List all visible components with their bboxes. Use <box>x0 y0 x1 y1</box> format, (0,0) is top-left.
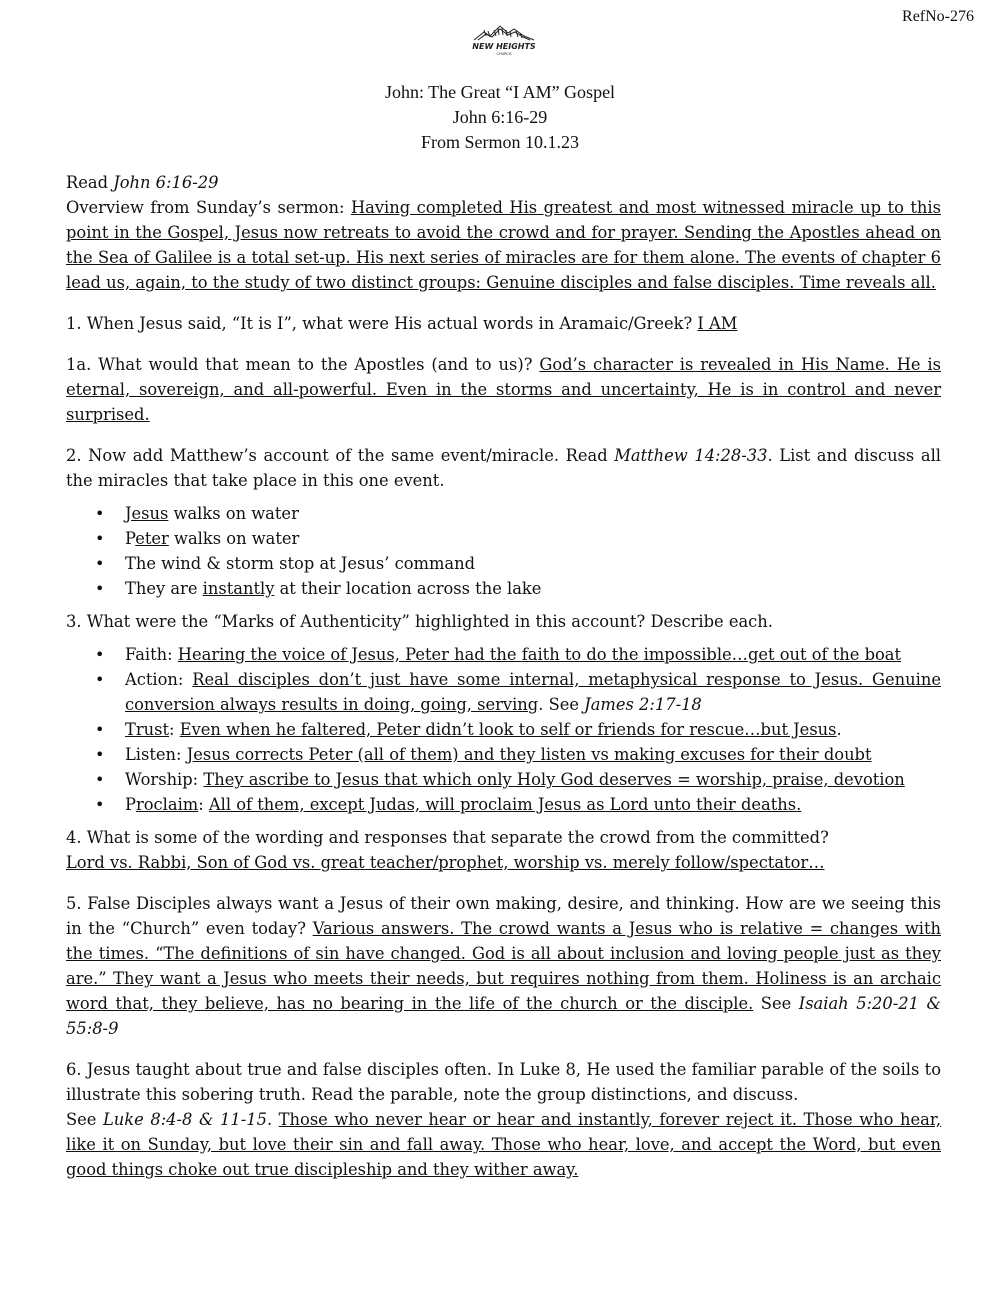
question-5: 5. False Disciples always want a Jesus of their own making, desire, and thinking. How are we seeing this in the “Church” even today? Various answers. The crowd wants a Jesus who is relative = changes with the times. “The definitions of sin have changed. God is all about inclusion and loving people just as they are.” They want a Jesus who meets their needs, but requires nothing from them. Holiness is an archaic word that, they believe, has no bearing in the life of the church or the disciple. See Isaiah 5:20-21 & 55:8-9 <box>66 894 941 1038</box>
logo-subtext: CHURCH <box>496 52 512 56</box>
list-item: • Listen: Jesus corrects Peter (all of them) and they listen vs making excuses for their doubt <box>125 742 941 767</box>
document-title <box>0 80 1000 155</box>
study-guide-body <box>66 170 941 1182</box>
list-item: • Faith: Hearing the voice of Jesus, Peter had the faith to do the impossible…get out of the boat <box>125 642 941 667</box>
reference-number: RefNo-276 <box>902 8 974 25</box>
question-3: 3. What were the “Marks of Authenticity” highlighted in this account? Describe each. <box>66 612 773 631</box>
church-logo <box>468 22 540 56</box>
answer-1a: God’s character is revealed in His Name. He is eternal, sovereign, and all-powerful. Even in the storms and uncertainty, He is in control and never surprised. <box>66 355 941 424</box>
question-1: 1. When Jesus said, “It is I”, what were His actual words in Aramaic/Greek? I AM <box>66 314 738 333</box>
list-item: • Proclaim: All of them, except Judas, will proclaim Jesus as Lord unto their deaths. <box>125 792 941 817</box>
authenticity-list <box>66 642 941 817</box>
answer-4: Lord vs. Rabbi, Son of God vs. great teacher/prophet, worship vs. merely follow/spectator… <box>66 853 825 872</box>
scripture-reference: John 6:16-29 <box>113 173 219 192</box>
overview-answer: Having completed His greatest and most witnessed miracle up to this point in the Gospel, Jesus now retreats to avoid the crowd and for prayer. Sending the Apostles ahead on the Sea of Galilee is a total set-up. His next series of miracles are for them alone. The events of chapter 6 lead us, again, to the study of two distinct groups: Genuine disciples and false disciples. Time reveals all. <box>66 198 941 292</box>
question-6: 6. Jesus taught about true and false disciples often. In Luke 8, He used the familiar parable of the soils to illustrate this sobering truth. Read the parable, note the group distinctions, and discuss. <box>66 1060 941 1104</box>
logo-text: NEW HEIGHTS <box>472 42 536 51</box>
list-item: • Trust: Even when he faltered, Peter didn’t look to self or friends for rescue…but Jesus. <box>125 717 941 742</box>
list-item: • The wind & storm stop at Jesus’ command <box>125 551 941 576</box>
list-item: • Worship: They ascribe to Jesus that which only Holy God deserves = worship, praise, devotion <box>125 767 941 792</box>
overview-paragraph: Overview from Sunday’s sermon: Having completed His greatest and most witnessed miracle up to this point in the Gospel, Jesus now retreats to avoid the crowd and for prayer. Sending the Apostles ahead on the Sea of Galilee is a total set-up. His next series of miracles are for them alone. The events of chapter 6 lead us, again, to the study of two distinct groups: Genuine disciples and false disciples. Time reveals all. <box>66 198 941 292</box>
title-line-3: From Sermon 10.1.23 <box>420 132 579 152</box>
question-1a: 1a. What would that mean to the Apostles (and to us)? God’s character is revealed in His Name. He is eternal, sovereign, and all-powerful. Even in the storms and uncertainty, He is in control and never surprised. <box>66 355 941 424</box>
list-item: • Peter walks on water <box>125 526 941 551</box>
list-item: • Action: Real disciples don’t just have some internal, metaphysical response to Jesus. Genuine conversion always results in doing, going, serving. See James 2:17-18 <box>125 667 941 717</box>
question-4: 4. What is some of the wording and responses that separate the crowd from the committed? <box>66 828 829 847</box>
answer-1: I AM <box>697 314 738 333</box>
miracles-list <box>66 501 941 601</box>
title-line-2: John 6:16-29 <box>452 107 548 127</box>
title-line-1: John: The Great “I AM” Gospel <box>384 82 616 102</box>
answer-6: See Luke 8:4-8 & 11-15. Those who never hear or hear and instantly, forever reject it. Those who hear, like it on Sunday, but love their sin and fall away. Those who hear, love, and accept the Word, but even good things choke out true discipleship and they wither away. <box>66 1110 941 1179</box>
mountain-logo-icon <box>468 22 540 56</box>
read-instruction: Read John 6:16-29 <box>66 173 219 192</box>
answer-5: Various answers. The crowd wants a Jesus who is relative = changes with the times. “The definitions of sin have changed. God is all about inclusion and loving people just as they are.” They want a Jesus who meets their needs, but requires nothing from them. Holiness is an archaic word that, they believe, has no bearing in the life of the church or the disciple. <box>66 919 941 1013</box>
list-item: • They are instantly at their location across the lake <box>125 576 941 601</box>
question-2: 2. Now add Matthew’s account of the same event/miracle. Read Matthew 14:28-33. List and discuss all the miracles that take place in this one event. <box>66 446 941 490</box>
list-item: • Jesus walks on water <box>125 501 941 526</box>
